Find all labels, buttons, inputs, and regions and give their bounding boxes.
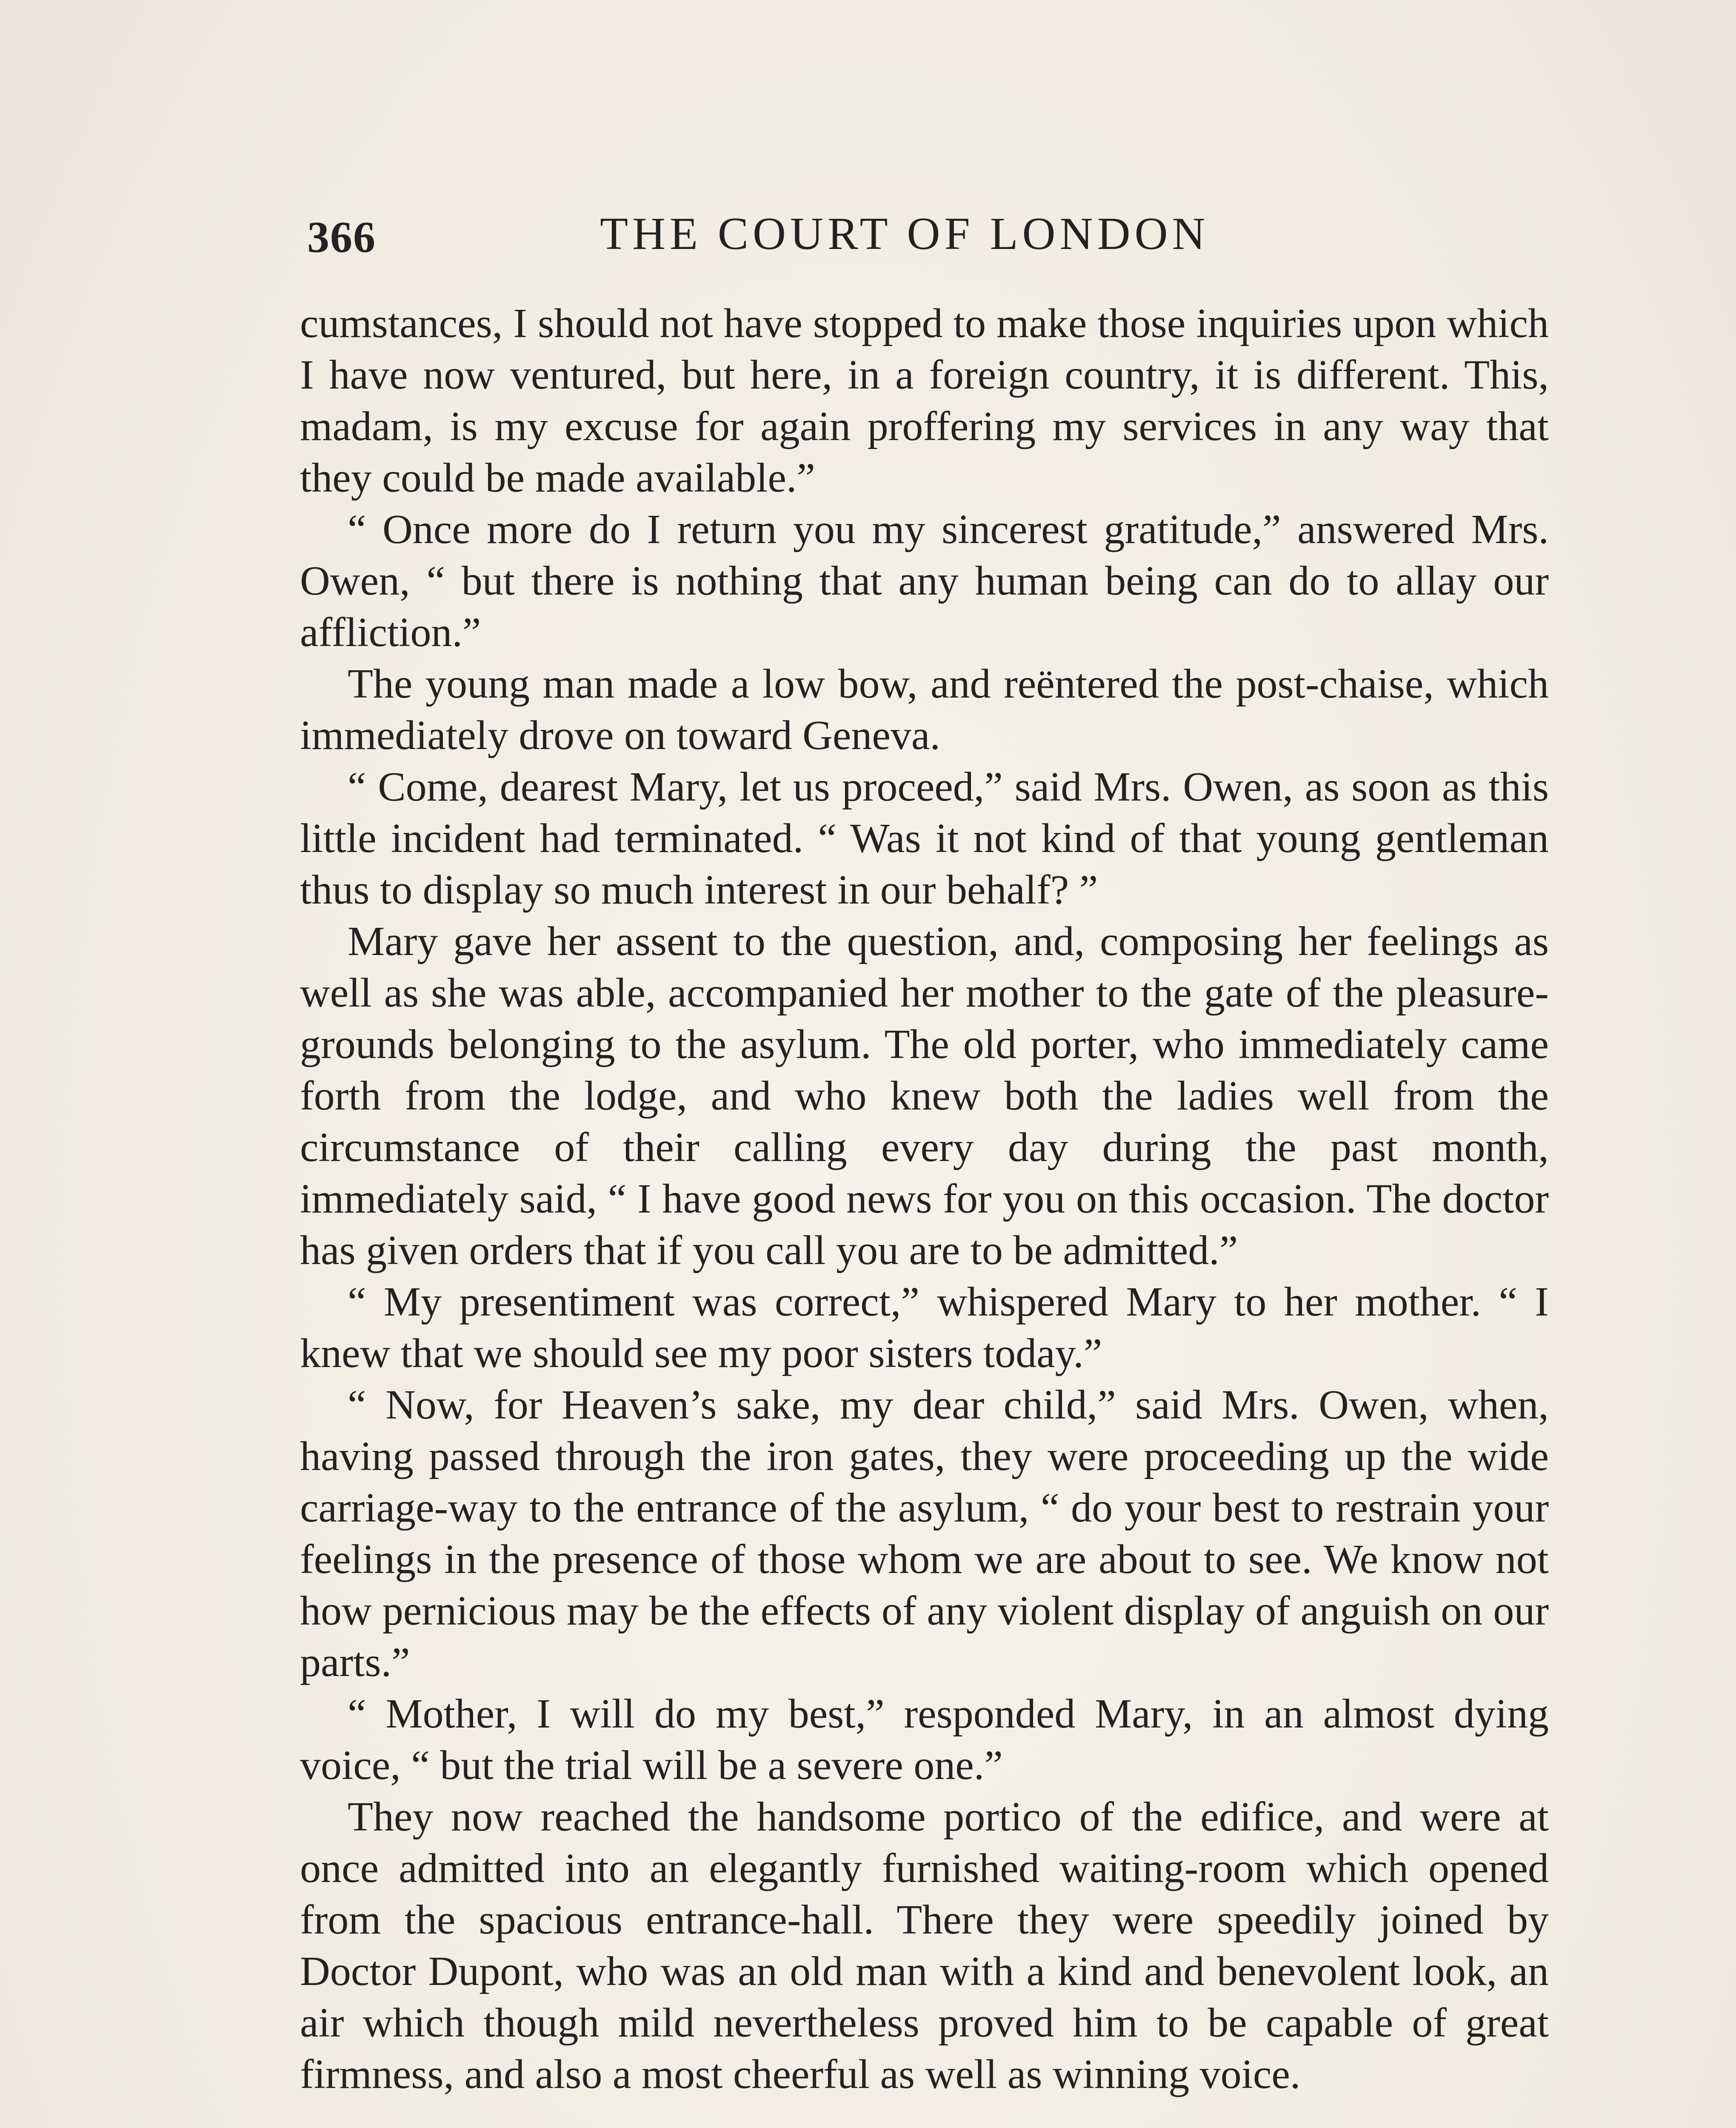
paragraph: cumstances, I should not have stopped to make those inquiries upon which I have now ventured, but here, in a foreign country, it is different. This, madam, is my excuse for again proffering my services in any way that they could be made available.” [300, 300, 1549, 501]
paragraph: The young man made a low bow, and reëntered the post-chaise, which immediately drove on toward Geneva. [300, 661, 1549, 758]
paragraph: Mary gave her assent to the question, and, composing her feelings as well as she was able, accompanied her mother to the gate of the pleasure-grounds belonging to the asylum. The old porter, who immediately came forth from the lodge, and who knew both the ladies well from the circumstance of their calling every day during the past month, immediately said, “ I have good news for you on this occasion. The doctor has given orders that if you call you are to be admitted.” [300, 918, 1549, 1273]
page-number: 366 [307, 213, 376, 262]
page-header [302, 200, 1545, 268]
paragraph: “ Now, for Heaven’s sake, my dear child,” said Mrs. Owen, when, having passed through the iron gates, they were proceeding up the wide carriage-way to the entrance of the asylum, “ do your best to restrain your feelings in the presence of those whom we are about to see. We know not how pernicious may be the effects of any violent display of anguish on our parts.” [300, 1382, 1549, 1685]
paragraph: “ Mother, I will do my best,” responded Mary, in an almost dying voice, “ but the trial will be a severe one.” [300, 1691, 1549, 1788]
paragraph: “ Come, dearest Mary, let us proceed,” said Mrs. Owen, as soon as this little incident had terminated. “ Was it not kind of that young gentleman thus to display so much interest in our behalf? ” [300, 764, 1549, 913]
body-text [300, 298, 1549, 2100]
paragraph: “ My presentiment was correct,” whispered Mary to her mother. “ I knew that we should see my poor sisters today.” [300, 1279, 1549, 1376]
paragraph: They now reached the handsome portico of the edifice, and were at once admitted into an elegantly furnished waiting-room which opened from the spacious entrance-hall. There they were speedily joined by Doctor Dupont, who was an old man with a kind and benevolent look, an air which though mild nevertheless proved him to be capable of great firmness, and also a most cheerful as well as winning voice. [300, 1794, 1549, 2097]
running-head: THE COURT OF LONDON [600, 209, 1210, 259]
paragraph: “ Once more do I return you my sincerest gratitude,” answered Mrs. Owen, “ but there is nothing that any human being can do to allay our affliction.” [300, 506, 1549, 655]
